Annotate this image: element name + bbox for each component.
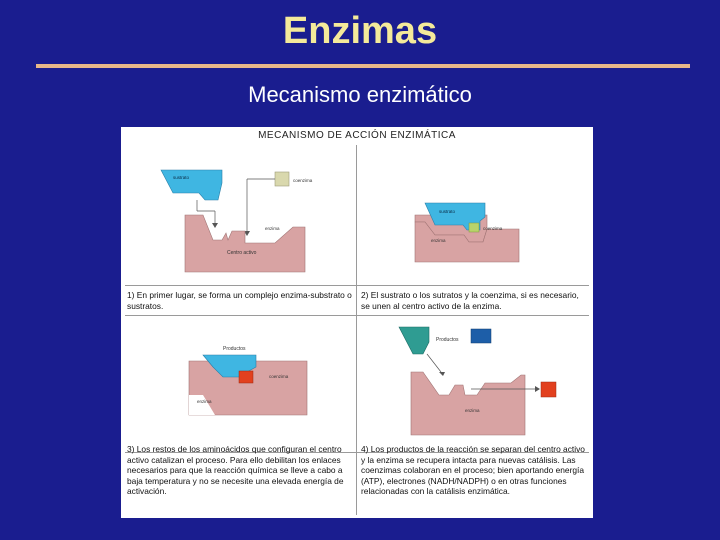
product-shape bbox=[541, 382, 556, 397]
panel-divider-horizontal bbox=[125, 285, 589, 286]
slide-subtitle: Mecanismo enzimático bbox=[248, 82, 472, 107]
panel-4-caption: 4) Los productos de la reacción se separan del centro activo y la enzima se recupera intacta para nuevas catálisis. Las coenzimas colaboran en el proceso; bien aportando energía (ATP), electrones (NADH/NADPH) o en otras funciones relacionadas con la catálisis enzimática. bbox=[361, 444, 585, 497]
slide-title: Enzimas bbox=[282, 10, 438, 52]
products-label: Productos bbox=[223, 346, 246, 352]
panel-2-diagram bbox=[359, 145, 589, 285]
cofactor-shape bbox=[275, 172, 289, 186]
enzyme-label: enzima bbox=[197, 399, 212, 404]
enzyme-label: enzima bbox=[465, 408, 480, 413]
product-shape bbox=[239, 371, 253, 383]
panel-1-diagram bbox=[125, 145, 353, 285]
panel-divider-horizontal bbox=[125, 315, 589, 316]
panel-3-caption: 3) Los restos de los aminoácidos que configuran el centro activo catalizan el proceso. Para ello debilitan los enlaces necesarios para que la reacción química se lleve a cabo a baja temperatura y no se necesite una elevada energía de activación. bbox=[127, 444, 344, 497]
arrow-head bbox=[212, 223, 218, 228]
panel-3-diagram bbox=[125, 317, 353, 452]
enzyme-mechanism-figure bbox=[121, 127, 593, 518]
arrow-head bbox=[535, 386, 540, 392]
enzyme-label: enzima bbox=[431, 238, 446, 243]
panel-1-caption: 1) En primer lugar, se forma un complejo enzima-substrato o sustratos. bbox=[127, 290, 352, 311]
figure-title: MECANISMO DE ACCIÓN ENZIMÁTICA bbox=[258, 130, 456, 141]
arrow-head bbox=[439, 372, 445, 376]
cofactor-label: coenzima bbox=[483, 226, 503, 231]
panel-2-caption: 2) El sustrato o los sutratos y la coenzima, si es necesario, se unen al centro activo de la enzima. bbox=[361, 290, 579, 311]
title-divider bbox=[36, 64, 690, 68]
substrate-label: sustrato bbox=[439, 209, 456, 214]
substrate-label: sustrato bbox=[173, 175, 190, 180]
cofactor-label: coenzima bbox=[269, 374, 289, 379]
panel-divider-vertical bbox=[356, 145, 357, 515]
cofactor-label: coenzima bbox=[293, 178, 313, 183]
substrate-shape bbox=[161, 170, 222, 200]
active-site-label: Centro activo bbox=[227, 250, 257, 256]
product-shape bbox=[471, 329, 491, 343]
panel-4-diagram bbox=[359, 317, 589, 452]
enzyme-label: enzima bbox=[265, 226, 280, 231]
products-label: Productos bbox=[436, 337, 459, 343]
cofactor-shape bbox=[469, 223, 479, 232]
enzyme-shape bbox=[411, 372, 525, 435]
product-shape bbox=[399, 327, 429, 354]
enzyme-shape bbox=[185, 215, 305, 272]
connector-line bbox=[427, 354, 441, 372]
